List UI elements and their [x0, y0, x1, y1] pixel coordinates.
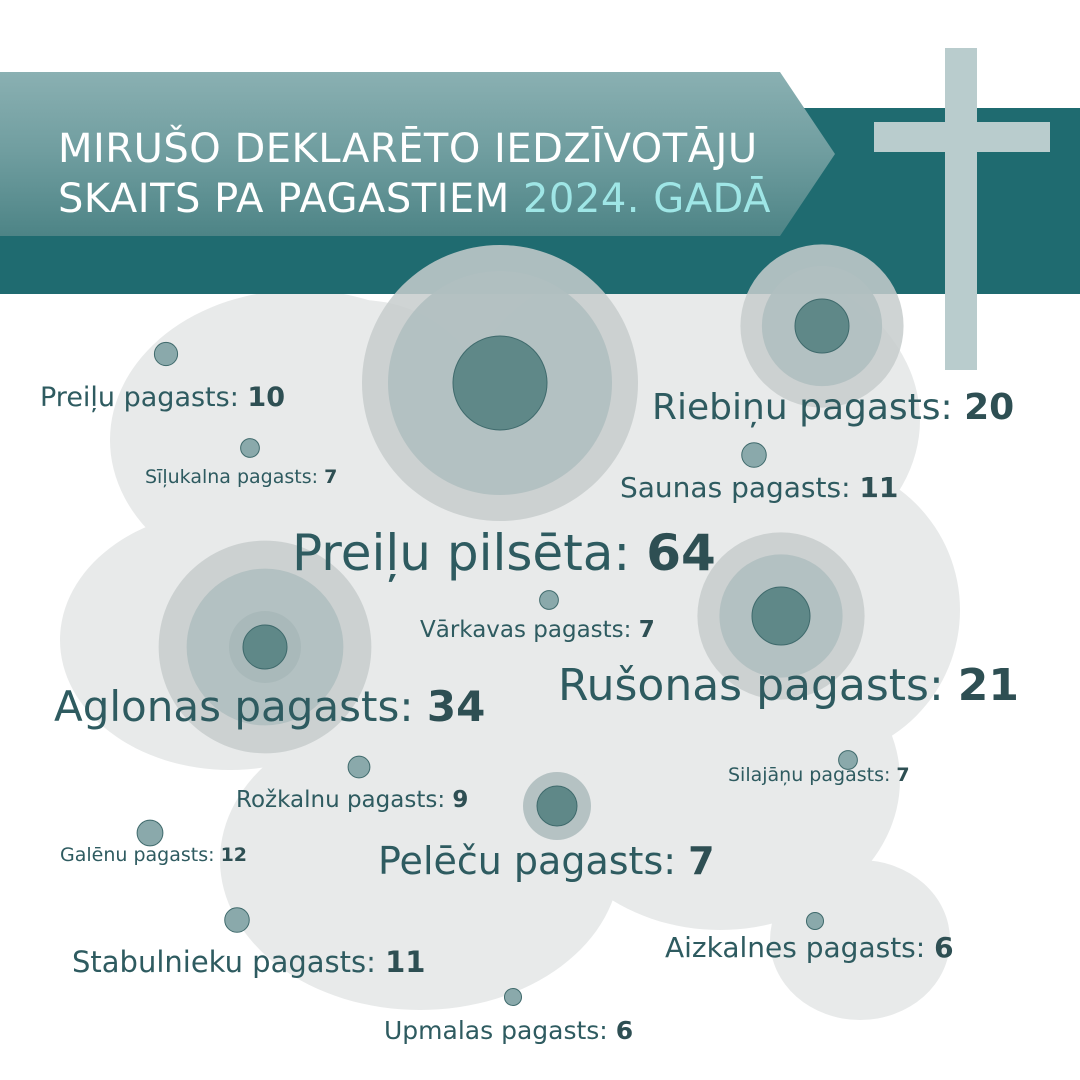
- label-name: Riebiņu pagasts:: [652, 387, 965, 428]
- label-upmalas-pagasts: [384, 1018, 633, 1043]
- label-name: Rušonas pagasts:: [558, 660, 958, 711]
- bubble-core: [537, 786, 577, 826]
- title-line-2-main: SKAITS PA PAGASTIEM: [58, 176, 510, 222]
- label-value: 7: [688, 839, 715, 883]
- label-name: Rožkalnu pagasts:: [236, 787, 453, 813]
- bubble-pelecu-pagasts: [523, 772, 591, 840]
- bubble-rozkalnu-pagasts: [348, 756, 370, 778]
- title-line-1: MIRUŠO DEKLARĒTO IEDZĪVOTĀJU: [58, 126, 758, 172]
- label-saunas-pagasts: [620, 471, 899, 504]
- label-value: 7: [324, 466, 338, 488]
- bubble-core: [137, 820, 163, 846]
- label-silukalna-pagasts: [145, 468, 337, 487]
- label-rozkalnu-pagasts: [236, 789, 468, 812]
- label-value: 21: [957, 660, 1020, 711]
- bubble-core: [154, 342, 177, 365]
- label-name: Preiļu pagasts:: [40, 382, 248, 413]
- label-name: Preiļu pilsēta:: [292, 524, 647, 582]
- bubble-core: [806, 912, 823, 929]
- label-value: 7: [896, 764, 910, 786]
- label-name: Stabulnieku pagasts:: [72, 945, 386, 979]
- label-value: 6: [934, 931, 954, 964]
- label-name: Vārkavas pagasts:: [420, 617, 639, 643]
- label-value: 10: [247, 382, 285, 413]
- title-year: 2024. GADĀ: [522, 176, 772, 222]
- bubble-aizkalnes-pagasts: [806, 912, 823, 929]
- label-name: Aglonas pagasts:: [54, 682, 427, 731]
- label-name: Upmalas pagasts:: [384, 1016, 616, 1045]
- label-pelecu-pagasts: [378, 839, 715, 883]
- label-rusonas-pagasts: [558, 660, 1020, 711]
- label-preilu-pagasts: [40, 384, 285, 411]
- label-stabulnieku-pagasts: [72, 945, 426, 979]
- label-name: Saunas pagasts:: [620, 471, 860, 504]
- bubble-core: [243, 625, 287, 669]
- label-value: 20: [964, 387, 1015, 428]
- bubble-stabulnieku-pagasts: [225, 908, 250, 933]
- label-name: Pelēču pagasts:: [378, 839, 689, 883]
- label-riebinu-pagasts: [652, 387, 1015, 428]
- label-silajanu-pagasts: [728, 766, 910, 785]
- bubble-core: [241, 439, 260, 458]
- label-name: Silajāņu pagasts:: [728, 764, 897, 786]
- bubble-saunas-pagasts: [742, 443, 767, 468]
- bubble-core: [540, 591, 559, 610]
- label-value: 11: [859, 471, 899, 504]
- label-aizkalnes-pagasts: [665, 931, 954, 964]
- bubble-upmalas-pagasts: [504, 988, 521, 1005]
- bubble-core: [742, 443, 767, 468]
- bubble-preilu-pagasts: [154, 342, 177, 365]
- label-value: 11: [385, 945, 426, 979]
- bubble-core: [348, 756, 370, 778]
- label-value: 7: [638, 617, 655, 643]
- bubble-varkavas-pagasts: [540, 591, 559, 610]
- label-galenu-pagasts: [60, 846, 247, 865]
- label-name: Galēnu pagasts:: [60, 844, 221, 866]
- label-preilu-pilseta: [292, 524, 716, 582]
- bubble-silukalna-pagasts: [241, 439, 260, 458]
- bubble-core: [504, 988, 521, 1005]
- bubble-galenu-pagasts: [137, 820, 163, 846]
- label-value: 12: [220, 844, 248, 866]
- label-name: Aizkalnes pagasts:: [665, 931, 935, 964]
- label-aglonas-pagasts: [54, 682, 486, 731]
- bubble-preilu-pilseta: [362, 245, 638, 521]
- bubble-core: [752, 587, 810, 645]
- label-value: 34: [426, 682, 486, 731]
- bubble-riebinu-pagasts: [740, 244, 903, 407]
- label-value: 64: [646, 524, 716, 582]
- bubble-core: [453, 336, 547, 430]
- bubble-core: [225, 908, 250, 933]
- label-value: 6: [615, 1016, 634, 1045]
- label-name: Sīļukalna pagasts:: [145, 466, 325, 488]
- bubble-core: [795, 299, 849, 353]
- label-value: 9: [452, 787, 469, 813]
- label-varkavas-pagasts: [420, 619, 655, 642]
